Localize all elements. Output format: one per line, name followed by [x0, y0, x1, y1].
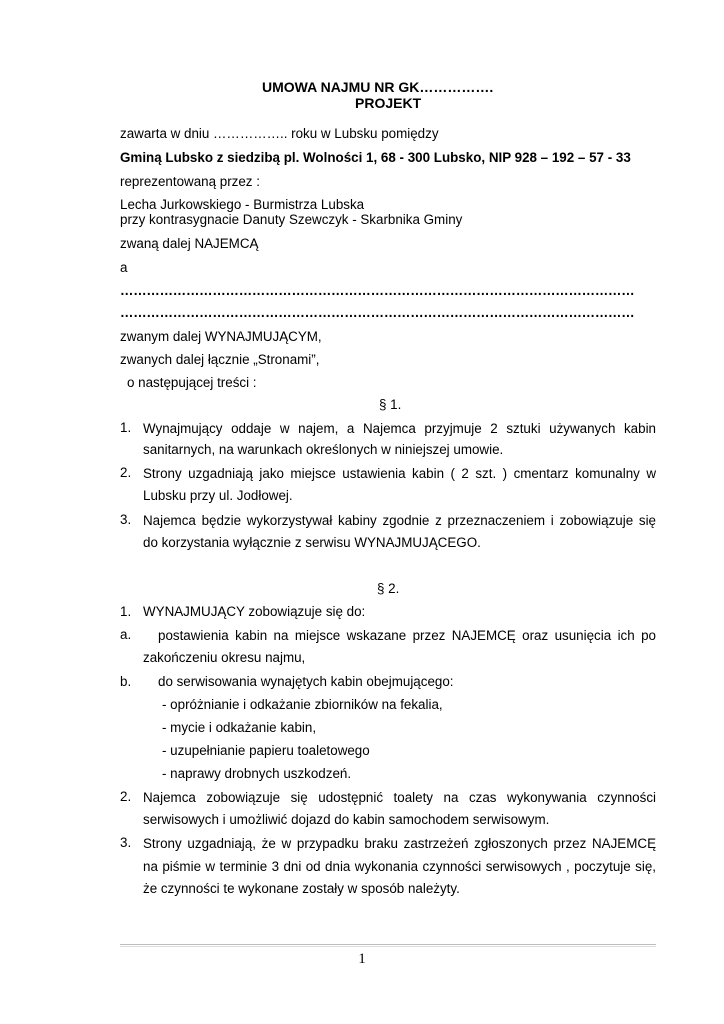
s2-item-b-letter: b. — [120, 674, 132, 689]
s1-item-1-number: 1. — [120, 420, 132, 435]
s2-item-2-line-1: Najemca zobowiązuje się udostępnić toalety na czas wykonywania czynności — [143, 790, 656, 805]
s1-item-2-line-1: Strony uzgadniają jako miejsce ustawienia kabin ( 2 szt. ) cmentarz komunalny w — [143, 466, 656, 481]
s1-item-2-line-2: Lubsku przy ul. Jodłowej. — [143, 488, 293, 503]
blank-dots-line-2: ……………………………………………………………………………………………………… — [120, 305, 635, 320]
s2-item-3-number: 3. — [120, 835, 132, 850]
s2-item-3-line-3: że czynności te wykonane zostały w sposób należyty. — [143, 881, 460, 896]
s2-item-b-line-1: do serwisowania wynajętych kabin obejmującego: — [158, 674, 454, 689]
document-title: UMOWA NAJMU NR GK……………. — [262, 79, 494, 95]
page-number: 1 — [358, 951, 366, 967]
s2-item-1-number: 1. — [120, 604, 132, 619]
footer-divider — [120, 944, 656, 945]
s1-item-3-line-2: do korzystania wyłącznie z serwisu WYNAJMUJĄCEGO. — [143, 535, 481, 550]
representative-line-2: przy kontrasygnacie Danuty Szewczyk - Skarbnika Gminy — [120, 212, 463, 227]
represented-line: reprezentowaną przez : — [120, 174, 260, 189]
s2-subitem: - naprawy drobnych uszkodzeń. — [162, 766, 352, 781]
called-landlord-line: zwanym dalej WYNAJMUJĄCYM, — [120, 329, 322, 344]
s1-item-3-number: 3. — [120, 512, 132, 527]
s1-item-1-line-2: sanitarnych, na warunkach określonych w niniejszej umowie. — [143, 442, 504, 457]
called-tenant-line: zwaną dalej NAJEMCĄ — [120, 236, 259, 251]
following-line: o następującej treści : — [127, 375, 257, 390]
s2-item-a-line-1: postawienia kabin na miejsce wskazane przez NAJEMCĘ oraz usunięcia ich po — [158, 628, 656, 643]
s2-item-3-line-1: Strony uzgadniają, że w przypadku braku zastrzeżeń zgłoszonych przez NAJEMCĘ — [143, 836, 656, 851]
document-subtitle: PROJEKT — [355, 95, 422, 111]
s2-item-3-line-2: na piśmie w terminie 3 dni od dnia wykonania czynności serwisowych , poczytuje się, — [143, 859, 656, 874]
section-1-heading: § 1. — [379, 397, 402, 412]
s2-item-1-text: WYNAJMUJĄCY zobowiązuje się do: — [143, 604, 366, 619]
together-line: zwanych dalej łącznie „Stronami”, — [120, 352, 320, 367]
s2-subitem: - mycie i odkażanie kabin, — [162, 720, 317, 735]
footer-divider-shadow — [120, 946, 656, 947]
s2-subitem: - uzupełnianie papieru toaletowego — [162, 743, 370, 758]
intro-line: zawarta w dniu …………….. roku w Lubsku pomiędzy — [120, 126, 439, 141]
s1-item-3-line-1: Najemca będzie wykorzystywał kabiny zgodnie z przeznaczeniem i zobowiązuje się — [143, 513, 656, 528]
s2-subitem: - opróżnianie i odkażanie zbiorników na fekalia, — [162, 697, 443, 712]
party1-line: Gminą Lubsko z siedzibą pl. Wolności 1, 68 - 300 Lubsko, NIP 928 – 192 – 57 - 33 — [120, 150, 631, 165]
s2-item-a-line-2: zakończeniu okresu najmu, — [143, 650, 306, 665]
and-line: a — [120, 260, 128, 275]
blank-dots-line-1: ……………………………………………………………………………………………………… — [120, 283, 635, 298]
s2-item-2-number: 2. — [120, 789, 132, 804]
representative-line-1: Lecha Jurkowskiego - Burmistrza Lubska — [120, 197, 365, 212]
s2-item-a-letter: a. — [120, 627, 132, 642]
section-2-heading: § 2. — [377, 581, 400, 596]
s2-item-2-line-2: serwisowych i umożliwić dojazd do kabin samochodem serwisowym. — [143, 812, 550, 827]
s1-item-2-number: 2. — [120, 465, 132, 480]
s1-item-1-line-1: Wynajmujący oddaje w najem, a Najemca przyjmuje 2 sztuki używanych kabin — [143, 421, 656, 436]
